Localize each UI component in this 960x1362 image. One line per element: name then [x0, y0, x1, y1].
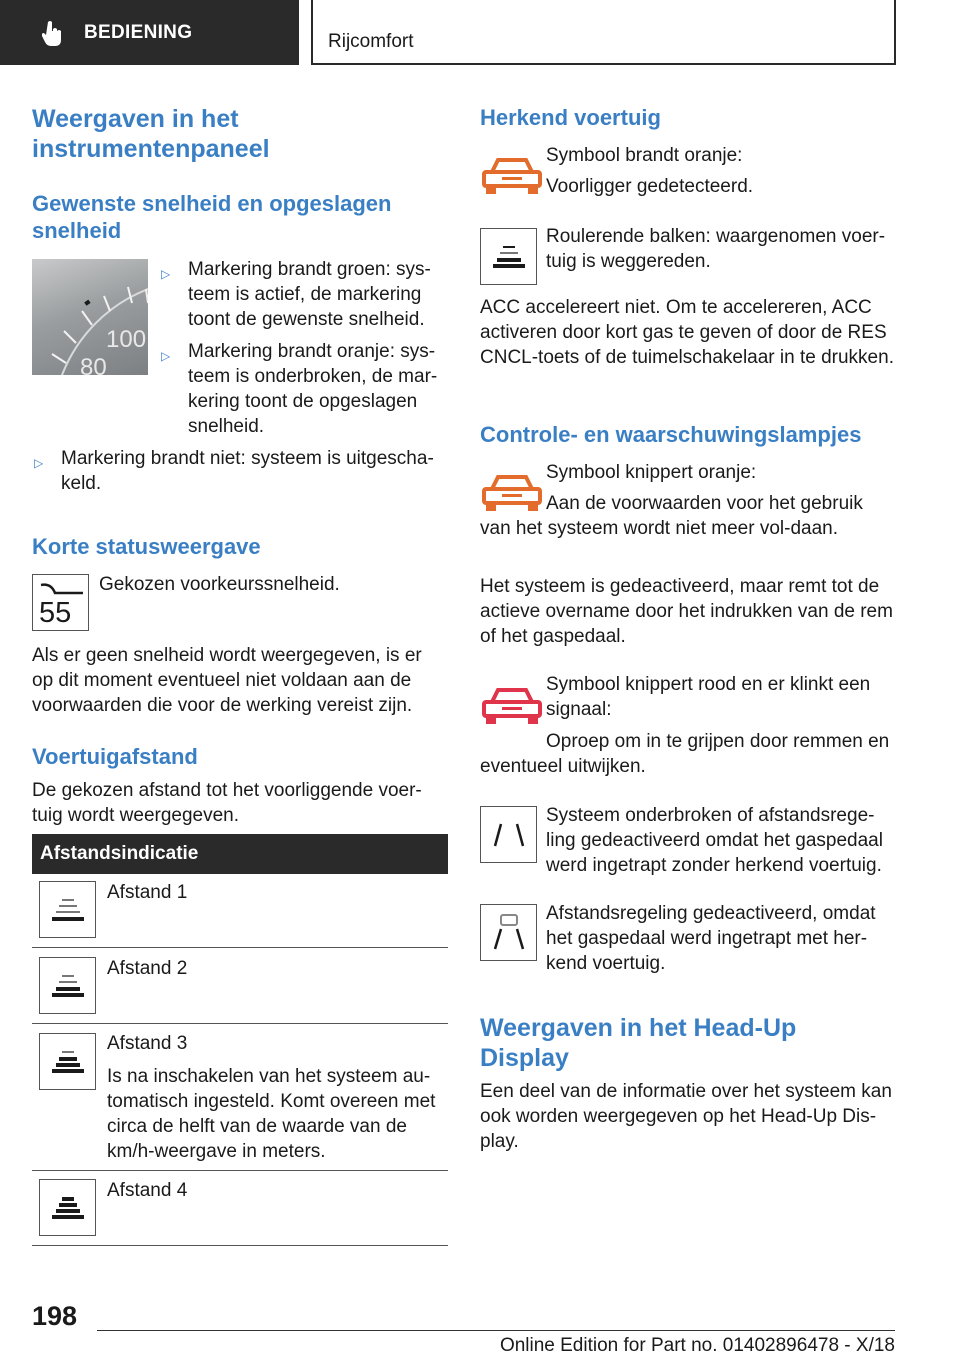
distance-bars-icon	[48, 971, 88, 1001]
distance-heading: Voertuigafstand	[32, 744, 198, 769]
distance-bars-icon	[48, 1047, 88, 1077]
speedometer-image	[32, 259, 148, 375]
hud-heading: Weergaven in het Head-Up Display	[480, 1014, 797, 1072]
gauge-label-100: 100	[106, 326, 147, 353]
rolling-text: Roulerende balken: waargenomen voer‐tuig is weggereden.	[546, 226, 886, 272]
lane-lines-icon	[487, 818, 531, 852]
lane-car-icon	[487, 911, 531, 955]
recognized-body: ACC accelereert niet. Om te accelereren, ACC activeren door kort gas te geven of door de RES CNCL-toets of de tuimelschakelaar in te drukken.	[480, 297, 894, 368]
distance-bars-icon	[48, 1193, 88, 1223]
distance-bars-icon	[489, 242, 529, 272]
page-number: 198	[32, 1301, 78, 1331]
gauge-label-80: 80	[80, 354, 107, 375]
section-label: BEDIENING	[84, 22, 193, 43]
distance-1-icon	[39, 881, 96, 938]
speed-bullet-off: Markering brandt niet: systeem is uitgescha‐keld.	[61, 448, 434, 494]
footer-divider	[97, 1330, 895, 1331]
table-divider	[32, 1170, 448, 1171]
preset-speed-value: 55	[39, 597, 72, 629]
distance-4-label: Afstand 4	[107, 1180, 188, 1201]
edition-note: Online Edition for Part no. 01402896478 - X/18	[499, 1335, 895, 1356]
speed-bullet-orange: Markering brandt oranje: sys‐teem is onderbroken, de mar‐kering toont de opgeslagen snelheid.	[188, 341, 438, 437]
distance-off-text: Afstandsregeling gedeactiveerd, omdat het gaspedaal werd ingetrapt met her‐kend voertuig.	[546, 903, 876, 974]
distance-1-label: Afstand 1	[107, 882, 188, 903]
bullet-triangle-icon: ▷	[161, 349, 171, 363]
distance-2-label: Afstand 2	[107, 958, 188, 979]
distance-off-icon	[480, 904, 537, 961]
distance-bars-icon	[48, 895, 88, 925]
preset-speed-icon	[32, 574, 89, 631]
blink-orange-desc: Aan de voorwaarden voor het gebruik van het systeem wordt niet meer vol‐daan.	[480, 493, 863, 539]
distance-3-icon	[39, 1033, 96, 1090]
blink-orange-text: Symbool knippert oranje:	[546, 462, 757, 483]
table-divider	[32, 947, 448, 948]
recognized-line1: Symbool brandt oranje:	[546, 145, 743, 166]
deactivated-text: Het systeem is gedeactiveerd, maar remt tot de actieve overname door het indrukken van de rem of het gaspedaal.	[480, 576, 893, 647]
blink-red-text: Symbool knippert rood en er klinkt een signaal:	[546, 674, 871, 720]
page-title: Weergaven in het instrumentenpaneel	[32, 105, 270, 163]
section-tab[interactable]	[0, 0, 299, 65]
status-heading: Korte statusweergave	[32, 534, 261, 559]
rolling-bars-icon	[480, 228, 537, 285]
hand-pointer-icon	[42, 20, 64, 46]
bullet-triangle-icon: ▷	[34, 456, 44, 470]
distance-3-note: Is na inschakelen van het systeem au‐tomatisch ingesteld. Komt overeen met circa de helft van de waarde van de km/h-weergave in meters.	[107, 1066, 436, 1162]
chapter-title: Rijcomfort	[328, 31, 414, 52]
car-red-icon	[480, 686, 544, 726]
status-icon-text: Gekozen voorkeurssnelheid.	[99, 574, 340, 595]
bullet-triangle-icon: ▷	[161, 267, 171, 281]
distance-body: De gekozen afstand tot het voorliggende voer‐tuig wordt weergegeven.	[32, 780, 422, 826]
recognized-heading: Herkend voertuig	[480, 105, 661, 130]
warnings-heading: Controle- en waarschuwingslampjes	[480, 422, 862, 447]
interrupted-icon	[480, 806, 537, 863]
distance-4-icon	[39, 1179, 96, 1236]
distance-2-icon	[39, 957, 96, 1014]
status-body: Als er geen snelheid wordt weergegeven, is er op dit moment eventueel niet voldaan aan de voorwaarden die voor de werking vereist zijn.	[32, 645, 422, 716]
interrupted-text: Systeem onderbroken of afstandsrege‐ling gedeactiveerd omdat het gaspedaal werd ingetrapt zonder herkend voertuig.	[546, 805, 883, 876]
blink-red-desc: Oproep om in te grijpen door remmen en eventueel uitwijken.	[480, 731, 890, 777]
hud-body: Een deel van de informatie over het systeem kan ook worden weergegeven op het Head-Up Dis‐play.	[480, 1081, 892, 1152]
car-orange-icon	[480, 156, 544, 196]
distance-3-label: Afstand 3	[107, 1033, 188, 1054]
speed-bullet-green: Markering brandt groen: sys‐teem is actief, de markering toont de gewenste snelheid.	[188, 259, 431, 330]
recognized-line2: Voorligger gedetecteerd.	[546, 176, 754, 197]
chapter-header	[311, 0, 896, 65]
table-divider	[32, 1023, 448, 1024]
speed-heading: Gewenste snelheid en opgeslagen snelheid	[32, 191, 392, 243]
distance-table-header: Afstandsindicatie	[32, 834, 448, 874]
table-divider	[32, 1245, 448, 1246]
